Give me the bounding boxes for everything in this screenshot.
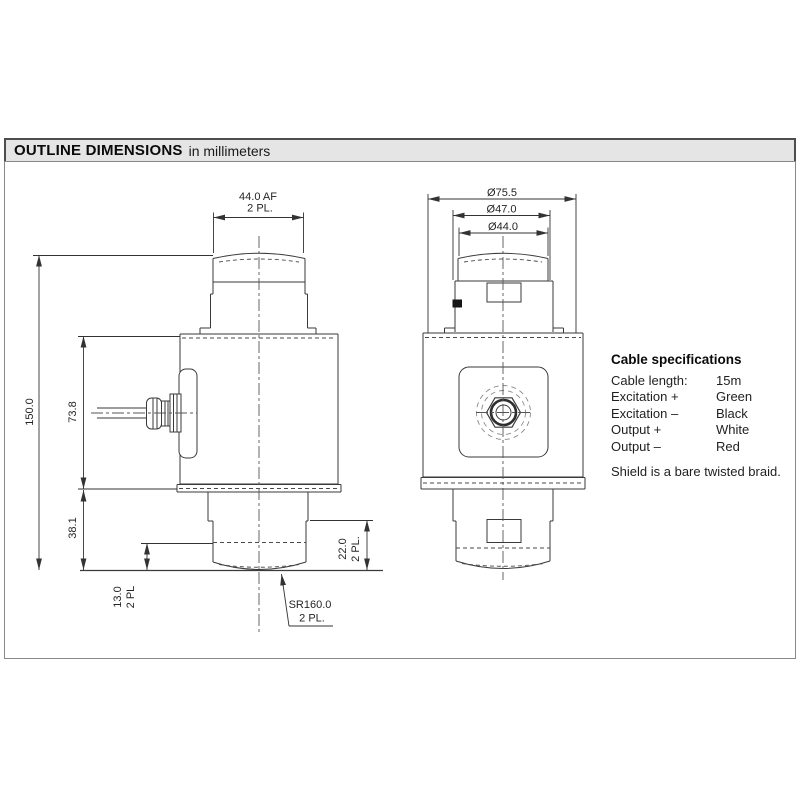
dim-body-height: 73.8 <box>67 401 79 423</box>
spec-value: 15m <box>716 373 742 388</box>
spec-row-excitation-plus <box>611 389 796 405</box>
dim-bottom-button: 13.0 <box>112 586 124 608</box>
dim-top-width: 44.0 AF <box>239 191 277 203</box>
page-title: OUTLINE DIMENSIONS <box>14 142 183 159</box>
cable-specs-title: Cable specifications <box>611 352 742 367</box>
dim-lower-section: 38.1 <box>67 517 79 539</box>
spec-row-excitation-minus <box>611 406 796 422</box>
dim-button-dia: Ø44.0 <box>488 221 518 233</box>
spec-value: Red <box>716 438 740 454</box>
dim-button-exposed-note: 2 PL. <box>350 536 362 562</box>
top-tab <box>487 283 521 302</box>
dim-button-exposed: 22.0 <box>337 538 349 560</box>
page-subtitle: in millimeters <box>188 142 271 159</box>
side-view <box>80 236 383 633</box>
dim-overall-height: 150.0 <box>24 398 36 426</box>
bottom-tab <box>487 520 521 543</box>
spec-row-cable-length <box>611 373 796 389</box>
spec-value: Black <box>716 405 748 421</box>
dim-neck-dia: Ø47.0 <box>486 203 517 216</box>
cable-specs-note: Shield is a bare twisted braid. <box>611 464 781 480</box>
spec-label: Excitation + <box>611 389 679 405</box>
dim-spherical-radius-note: 2 PL. <box>299 612 325 625</box>
dim-spherical-radius: SR160.0 <box>288 599 332 611</box>
cable-gland-front <box>459 367 548 457</box>
spec-value: Green <box>716 389 753 405</box>
dim-outer-dia: Ø75.5 <box>487 187 517 199</box>
spec-label: Cable length: <box>611 373 688 388</box>
spec-row-output-minus <box>611 439 796 455</box>
marking-black <box>453 300 463 308</box>
cable-specifications <box>611 352 796 479</box>
spec-label: Output – <box>611 438 661 454</box>
front-view <box>421 236 585 580</box>
cable-gland-side <box>91 369 197 458</box>
spec-label: Excitation – <box>611 405 679 421</box>
spec-row-output-plus <box>611 422 796 438</box>
spec-label: Output + <box>611 422 662 438</box>
dim-bottom-button-note: 2 PL <box>125 585 137 609</box>
dim-top-width-note: 2 PL. <box>247 202 273 215</box>
spec-value: White <box>716 422 750 438</box>
